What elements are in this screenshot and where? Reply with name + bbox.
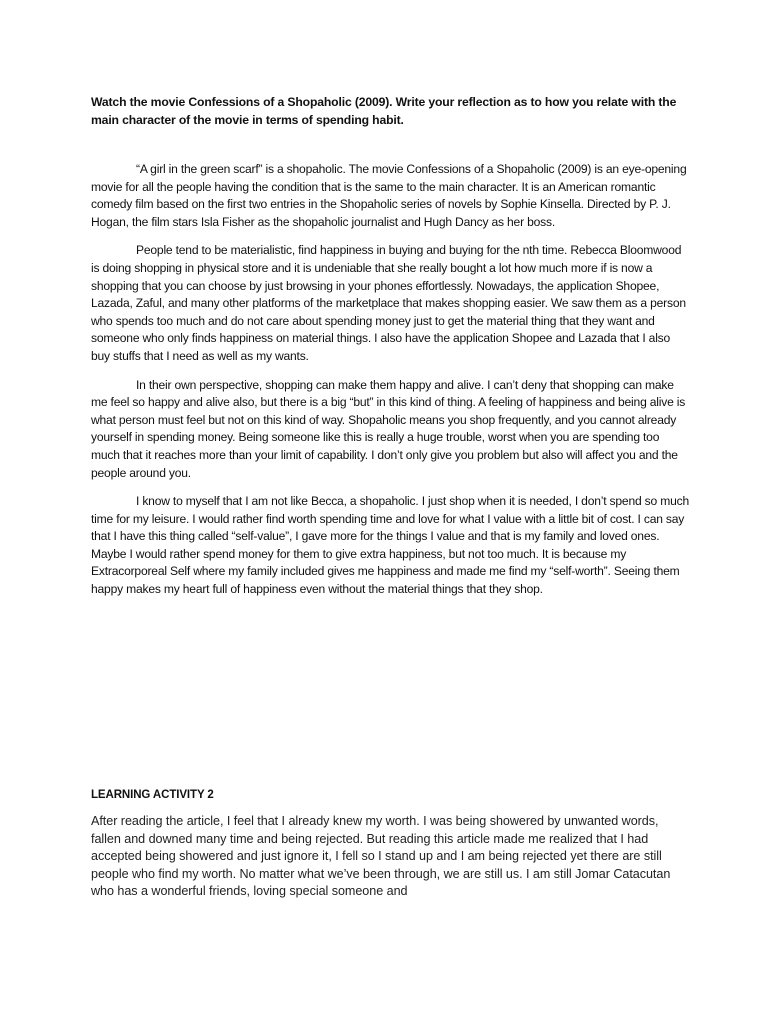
essay-paragraph-3: In their own perspective, shopping can make them happy and alive. I can’t deny that shopping can make me feel so happy and alive also, but there is a big “but” in this kind of thing. A feeling of happiness and being alive is what person must feel but not on this kind of way. Shopaholic means you shop frequently, and you cannot already yourself in spending money. Being someone like this is really a huge trouble, worst when you are spending too much that it reaches more than your limit of capability. I don’t only give you problem but also will affect you and the people around you.: [91, 377, 686, 480]
assignment-prompt: Watch the movie Confessions of a Shopaholic (2009). Write your reflection as to how you relate with the main character of the movie in terms of spending habit.: [91, 95, 677, 127]
essay-paragraph-2: People tend to be materialistic, find happiness in buying and buying for the nth time. Rebecca Bloomwood is doing shopping in physical store and it is undeniable that she really bought a lot how much more if is now a shopping that you can choose by just browsing in your phones effortlessly. Nowadays, the application Shopee, Lazada, Zaful, and many other platforms of the marketplace that makes shopping easier. We saw them as a person who spends too much and do not care about spending money just to get the material thing that they want and someone who only finds happiness on material things. I also have the application Shopee and Lazada that I also buy stuffs that I need as well as my wants.: [91, 243, 686, 363]
essay-paragraph-1: “A girl in the green scarf” is a shopaholic. The movie Confessions of a Shopaholic (2009) is an eye-opening movie for all the people having the condition that is the same to the main character. It is an American romantic comedy film based on the first two entries in the Shopaholic series of novels by Sophie Kinsella. Directed by P. J. Hogan, the film stars Isla Fisher as the shopaholic journalist and Hugh Dancy as her boss.: [91, 162, 687, 229]
learning-activity-text: After reading the article, I feel that I already knew my worth. I was being showered by unwanted words, fallen and downed many time and being rejected. But reading this article made me realized that I had accepted being showered and just ignore it, I fell so I stand up and I am being rejected yet there are still people who find my worth. No matter what we’ve been through, we are still us. I am still Jomar Catacutan who has a wonderful friends, loving special someone and: [91, 814, 671, 899]
essay-paragraph-4: I know to myself that I am not like Becca, a shopaholic. I just shop when it is needed, I don’t spend so much time for my leisure. I would rather find worth spending time and love for what I value with a little bit of cost. I can say that I have this thing called “self-value”, I gave more for the things I value and that is my family and loved ones. Maybe I would rather spend money for them to give extra happiness, but not too much. It is because my Extracorporeal Self where my family included gives me happiness and made me find my “self-worth”. Seeing them happy makes my heart full of happiness even without the material things that they shop.: [91, 494, 689, 597]
learning-activity-heading: LEARNING ACTIVITY 2: [91, 789, 214, 801]
reflection-essay: [91, 161, 689, 610]
